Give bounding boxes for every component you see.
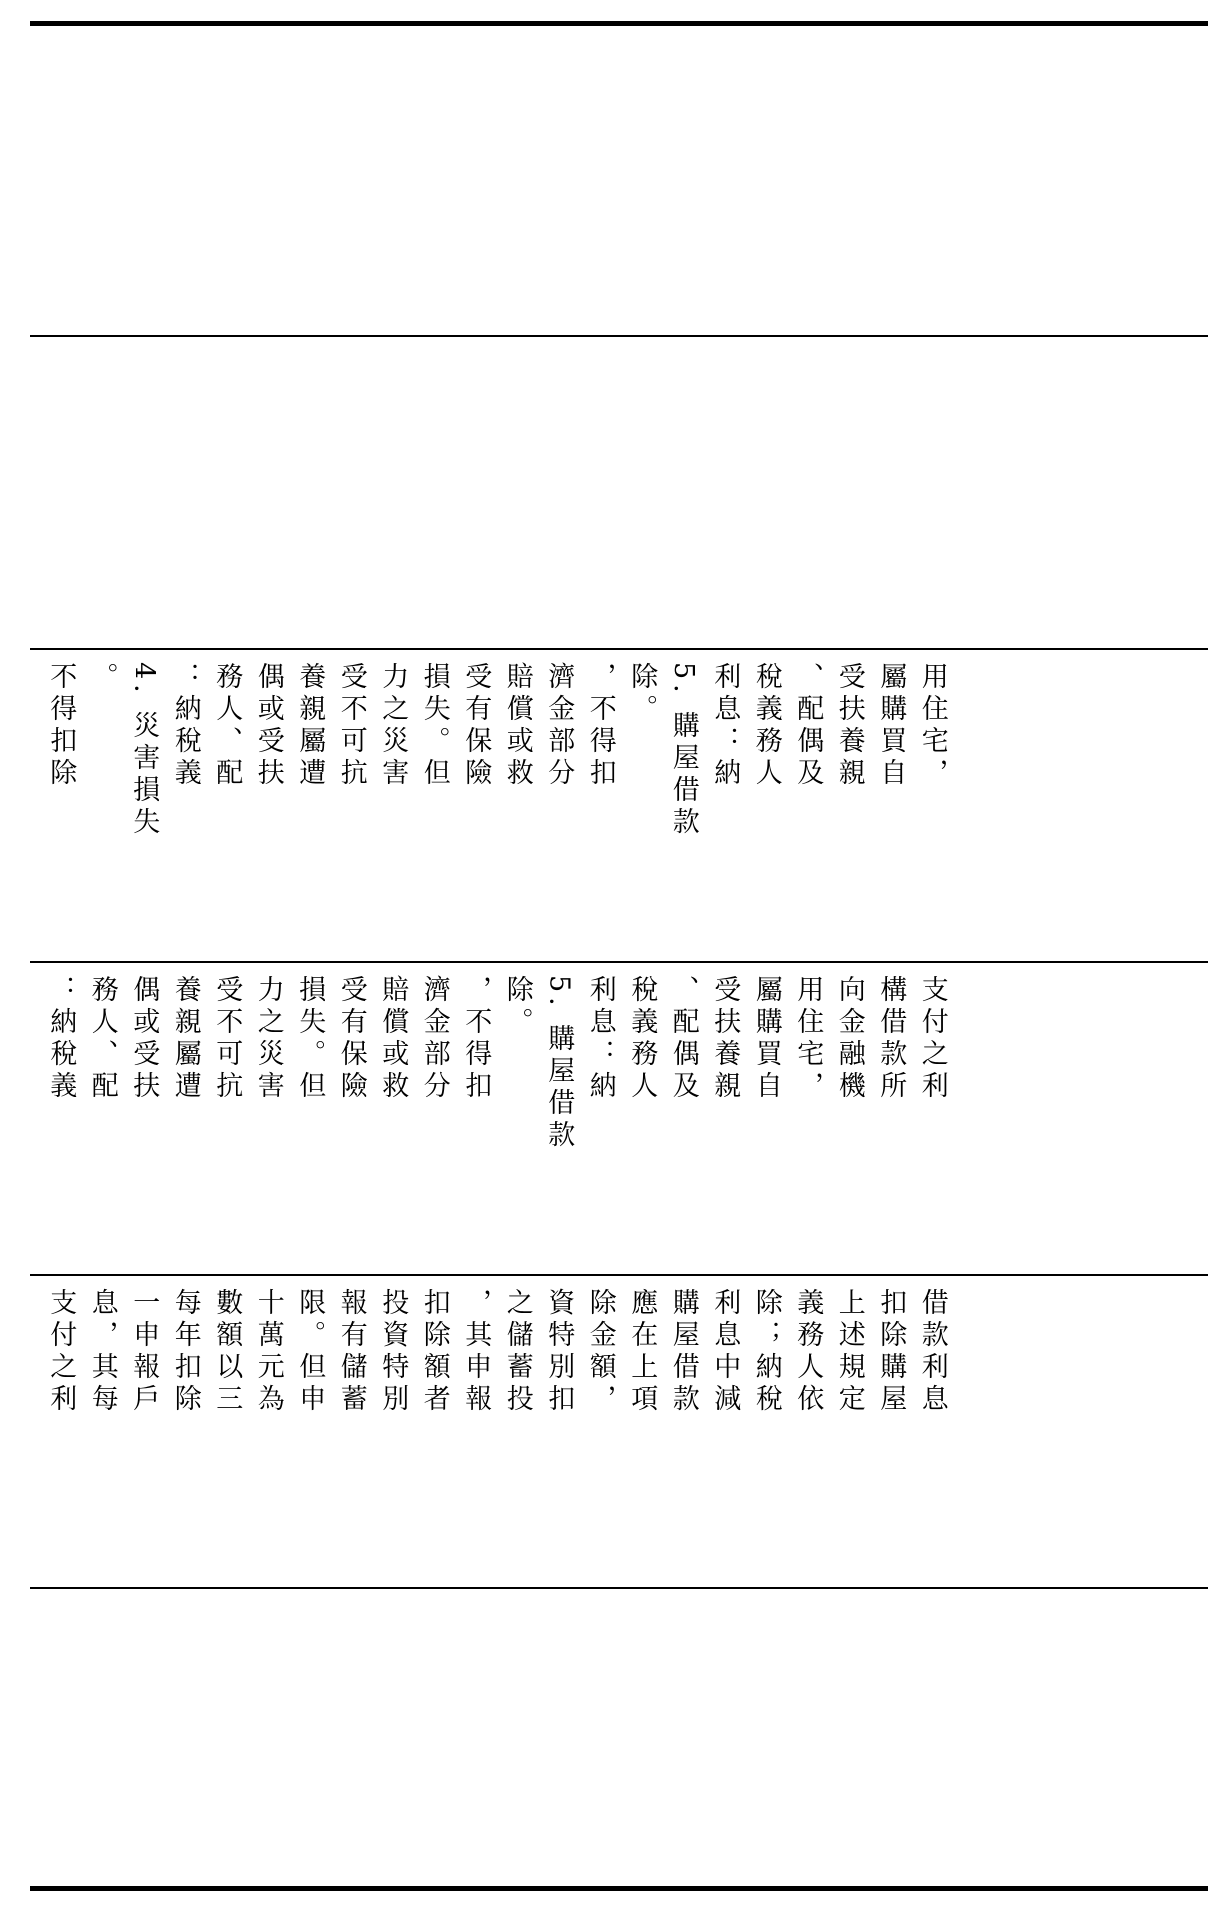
text-column (414, 1288, 456, 1416)
column-text: 借款利息 (916, 1288, 948, 1416)
column-text: 受有保險 (460, 662, 492, 790)
text-column (663, 662, 705, 839)
text-column (787, 662, 829, 790)
column-text: 資特別扣 (543, 1288, 575, 1416)
column-text: 稅義務人 (626, 975, 658, 1103)
text-column (248, 975, 290, 1103)
column-text: 力之災害 (377, 662, 409, 790)
text-column (40, 1288, 82, 1416)
text-column (621, 975, 663, 1103)
column-text: 上述規定 (833, 1288, 865, 1416)
text-column (704, 662, 746, 790)
text-column (621, 662, 663, 726)
column-text: 力之災害 (252, 975, 284, 1103)
text-column (912, 975, 954, 1103)
text-column (414, 662, 456, 790)
column-text: 5. 購屋借款 (543, 975, 575, 1153)
column-text: 利息中減 (709, 1288, 741, 1416)
row-divider (30, 648, 1208, 650)
bottom-border (30, 1886, 1208, 1891)
column-text: 之儲蓄投 (501, 1288, 533, 1416)
text-column (123, 1288, 165, 1416)
column-text: 扣除額者 (418, 1288, 450, 1416)
column-text: 投資特別 (377, 1288, 409, 1416)
text-column (621, 1288, 663, 1416)
text-cell-row-4 (40, 975, 1200, 1152)
text-column (455, 1288, 497, 1416)
text-column (123, 975, 165, 1103)
column-text: 養親屬遭 (169, 975, 201, 1103)
row-divider (30, 335, 1208, 337)
column-text: 損失。但 (294, 975, 326, 1103)
text-column (206, 975, 248, 1103)
text-column (372, 662, 414, 790)
column-text: 賠償或救 (377, 975, 409, 1103)
column-text: 用住宅， (916, 662, 948, 790)
column-text: 支付之利 (916, 975, 948, 1103)
text-column (414, 975, 456, 1103)
column-text: 濟金部分 (543, 662, 575, 790)
text-cell-row-3 (40, 662, 1200, 839)
text-column (663, 975, 705, 1103)
text-column (206, 1288, 248, 1416)
column-text: 不得扣除 (45, 662, 77, 790)
text-column (787, 975, 829, 1103)
row-divider (30, 961, 1208, 963)
column-text: 報有儲蓄 (335, 1288, 367, 1416)
column-text: 限。但申 (294, 1288, 326, 1416)
text-column (870, 1288, 912, 1416)
column-text: 每年扣除 (169, 1288, 201, 1416)
text-column (289, 975, 331, 1103)
column-text: 支付之利 (45, 1288, 77, 1416)
text-column (497, 662, 539, 790)
column-text: 義務人依 (792, 1288, 824, 1416)
text-column (829, 975, 871, 1103)
column-text: 偶或受扶 (128, 975, 160, 1103)
text-column (40, 975, 82, 1103)
text-column (704, 975, 746, 1103)
column-text: 屬購買自 (750, 975, 782, 1103)
text-column (538, 662, 580, 790)
column-text: 受有保險 (335, 975, 367, 1103)
column-text: 應在上項 (626, 1288, 658, 1416)
text-column (870, 975, 912, 1103)
column-text: 損失。但 (418, 662, 450, 790)
column-text: 用住宅， (792, 975, 824, 1103)
text-cell-row-5 (40, 1288, 1200, 1416)
text-column (663, 1288, 705, 1416)
text-column (580, 975, 622, 1103)
column-text: 除。 (501, 975, 533, 1039)
text-column (165, 1288, 207, 1416)
column-text: ：納稅義 (45, 975, 77, 1103)
column-text: 5. 購屋借款 (667, 662, 699, 840)
text-column (82, 662, 124, 694)
text-column (746, 975, 788, 1103)
text-column (331, 1288, 373, 1416)
text-column (289, 662, 331, 790)
column-text: 4. 災害損失 (128, 662, 160, 840)
column-text: 利息：納 (584, 975, 616, 1103)
row-divider (30, 1587, 1208, 1589)
text-column (82, 1288, 124, 1416)
text-column (829, 1288, 871, 1416)
column-text: 構借款所 (875, 975, 907, 1103)
column-text: 受不可抗 (335, 662, 367, 790)
text-column (123, 662, 165, 839)
column-text: 務人、配 (86, 975, 118, 1103)
row-divider (30, 1274, 1208, 1276)
column-text: 一申報戶 (128, 1288, 160, 1416)
text-column (331, 662, 373, 790)
column-text: 稅義務人 (750, 662, 782, 790)
column-text: 養親屬遭 (294, 662, 326, 790)
column-text: 購屋借款 (667, 1288, 699, 1416)
text-column (165, 975, 207, 1103)
column-text: 屬購買自 (875, 662, 907, 790)
column-text: 息，其每 (86, 1288, 118, 1416)
column-text: ，不得扣 (584, 662, 616, 790)
column-text: ，不得扣 (460, 975, 492, 1103)
column-text: 偶或受扶 (252, 662, 284, 790)
column-text: 扣除購屋 (875, 1288, 907, 1416)
text-column (289, 1288, 331, 1416)
text-column (870, 662, 912, 790)
column-text: 十萬元為 (252, 1288, 284, 1416)
text-column (787, 1288, 829, 1416)
text-column (746, 1288, 788, 1416)
text-column (455, 662, 497, 790)
text-column (331, 975, 373, 1103)
text-column (497, 1288, 539, 1416)
column-text: 。 (86, 662, 118, 694)
text-column (206, 662, 248, 790)
column-text: 利息：納 (709, 662, 741, 790)
text-column (372, 1288, 414, 1416)
column-text: 受扶養親 (833, 662, 865, 790)
column-text: 除。 (626, 662, 658, 726)
column-text: 受扶養親 (709, 975, 741, 1103)
text-column (165, 662, 207, 790)
column-text: 受不可抗 (211, 975, 243, 1103)
column-text: 、配偶及 (792, 662, 824, 790)
column-text: 向金融機 (833, 975, 865, 1103)
text-column (580, 662, 622, 790)
text-column (829, 662, 871, 790)
text-column (248, 662, 290, 790)
text-column (912, 1288, 954, 1416)
text-column (82, 975, 124, 1103)
text-column (704, 1288, 746, 1416)
text-column (538, 1288, 580, 1416)
text-column (746, 662, 788, 790)
column-text: ：納稅義 (169, 662, 201, 790)
column-text: ，其申報 (460, 1288, 492, 1416)
text-column (538, 975, 580, 1152)
column-text: 除；納稅 (750, 1288, 782, 1416)
text-column (497, 975, 539, 1039)
column-text: 、配偶及 (667, 975, 699, 1103)
column-text: 除金額， (584, 1288, 616, 1416)
column-text: 濟金部分 (418, 975, 450, 1103)
top-border (30, 21, 1208, 26)
text-column (580, 1288, 622, 1416)
text-column (40, 662, 82, 790)
column-text: 數額以三 (211, 1288, 243, 1416)
column-text: 賠償或救 (501, 662, 533, 790)
text-column (248, 1288, 290, 1416)
text-column (372, 975, 414, 1103)
text-column (912, 662, 954, 790)
column-text: 務人、配 (211, 662, 243, 790)
text-column (455, 975, 497, 1103)
